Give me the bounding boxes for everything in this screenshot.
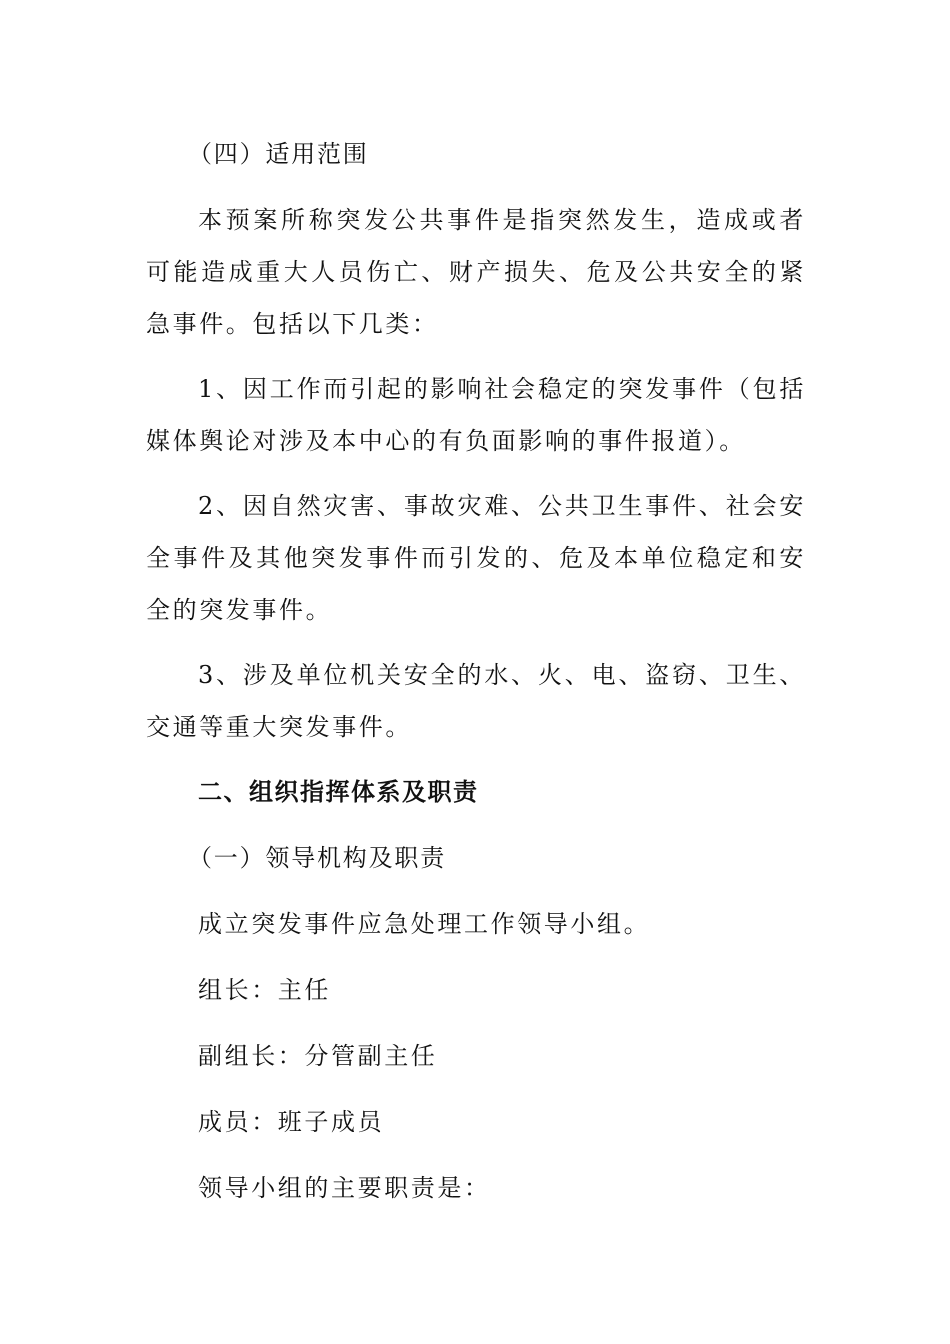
group-leader-line: 组长：主任 — [198, 976, 331, 1004]
document-body — [146, 128, 806, 1228]
deputy-group-leader-line: 副组长：分管副主任 — [198, 1042, 438, 1070]
section-one-heading: （一）领导机构及职责 — [188, 844, 446, 872]
leading-group-intro: 成立突发事件应急处理工作领导小组。 — [198, 910, 651, 938]
group-duties-intro: 领导小组的主要职责是： — [198, 1174, 491, 1202]
scope-item-1: 1、因工作而引起的影响社会稳定的突发事件（包括媒体舆论对涉及本中心的有负面影响的事件报道）。 — [146, 375, 806, 455]
section-four-heading: （四）适用范围 — [188, 140, 369, 168]
scope-item-2: 2、因自然灾害、事故灾难、公共卫生事件、社会安全事件及其他突发事件而引发的、危及本单位稳定和安全的突发事件。 — [146, 492, 806, 624]
scope-item-3: 3、涉及单位机关安全的水、火、电、盗窃、卫生、交通等重大突发事件。 — [146, 661, 806, 741]
members-line: 成员：班子成员 — [198, 1108, 385, 1136]
scope-intro-paragraph: 本预案所称突发公共事件是指突然发生，造成或者可能造成重大人员伤亡、财产损失、危及公共安全的紧急事件。包括以下几类： — [146, 206, 806, 338]
chapter-two-heading: 二、组织指挥体系及职责 — [198, 778, 479, 806]
